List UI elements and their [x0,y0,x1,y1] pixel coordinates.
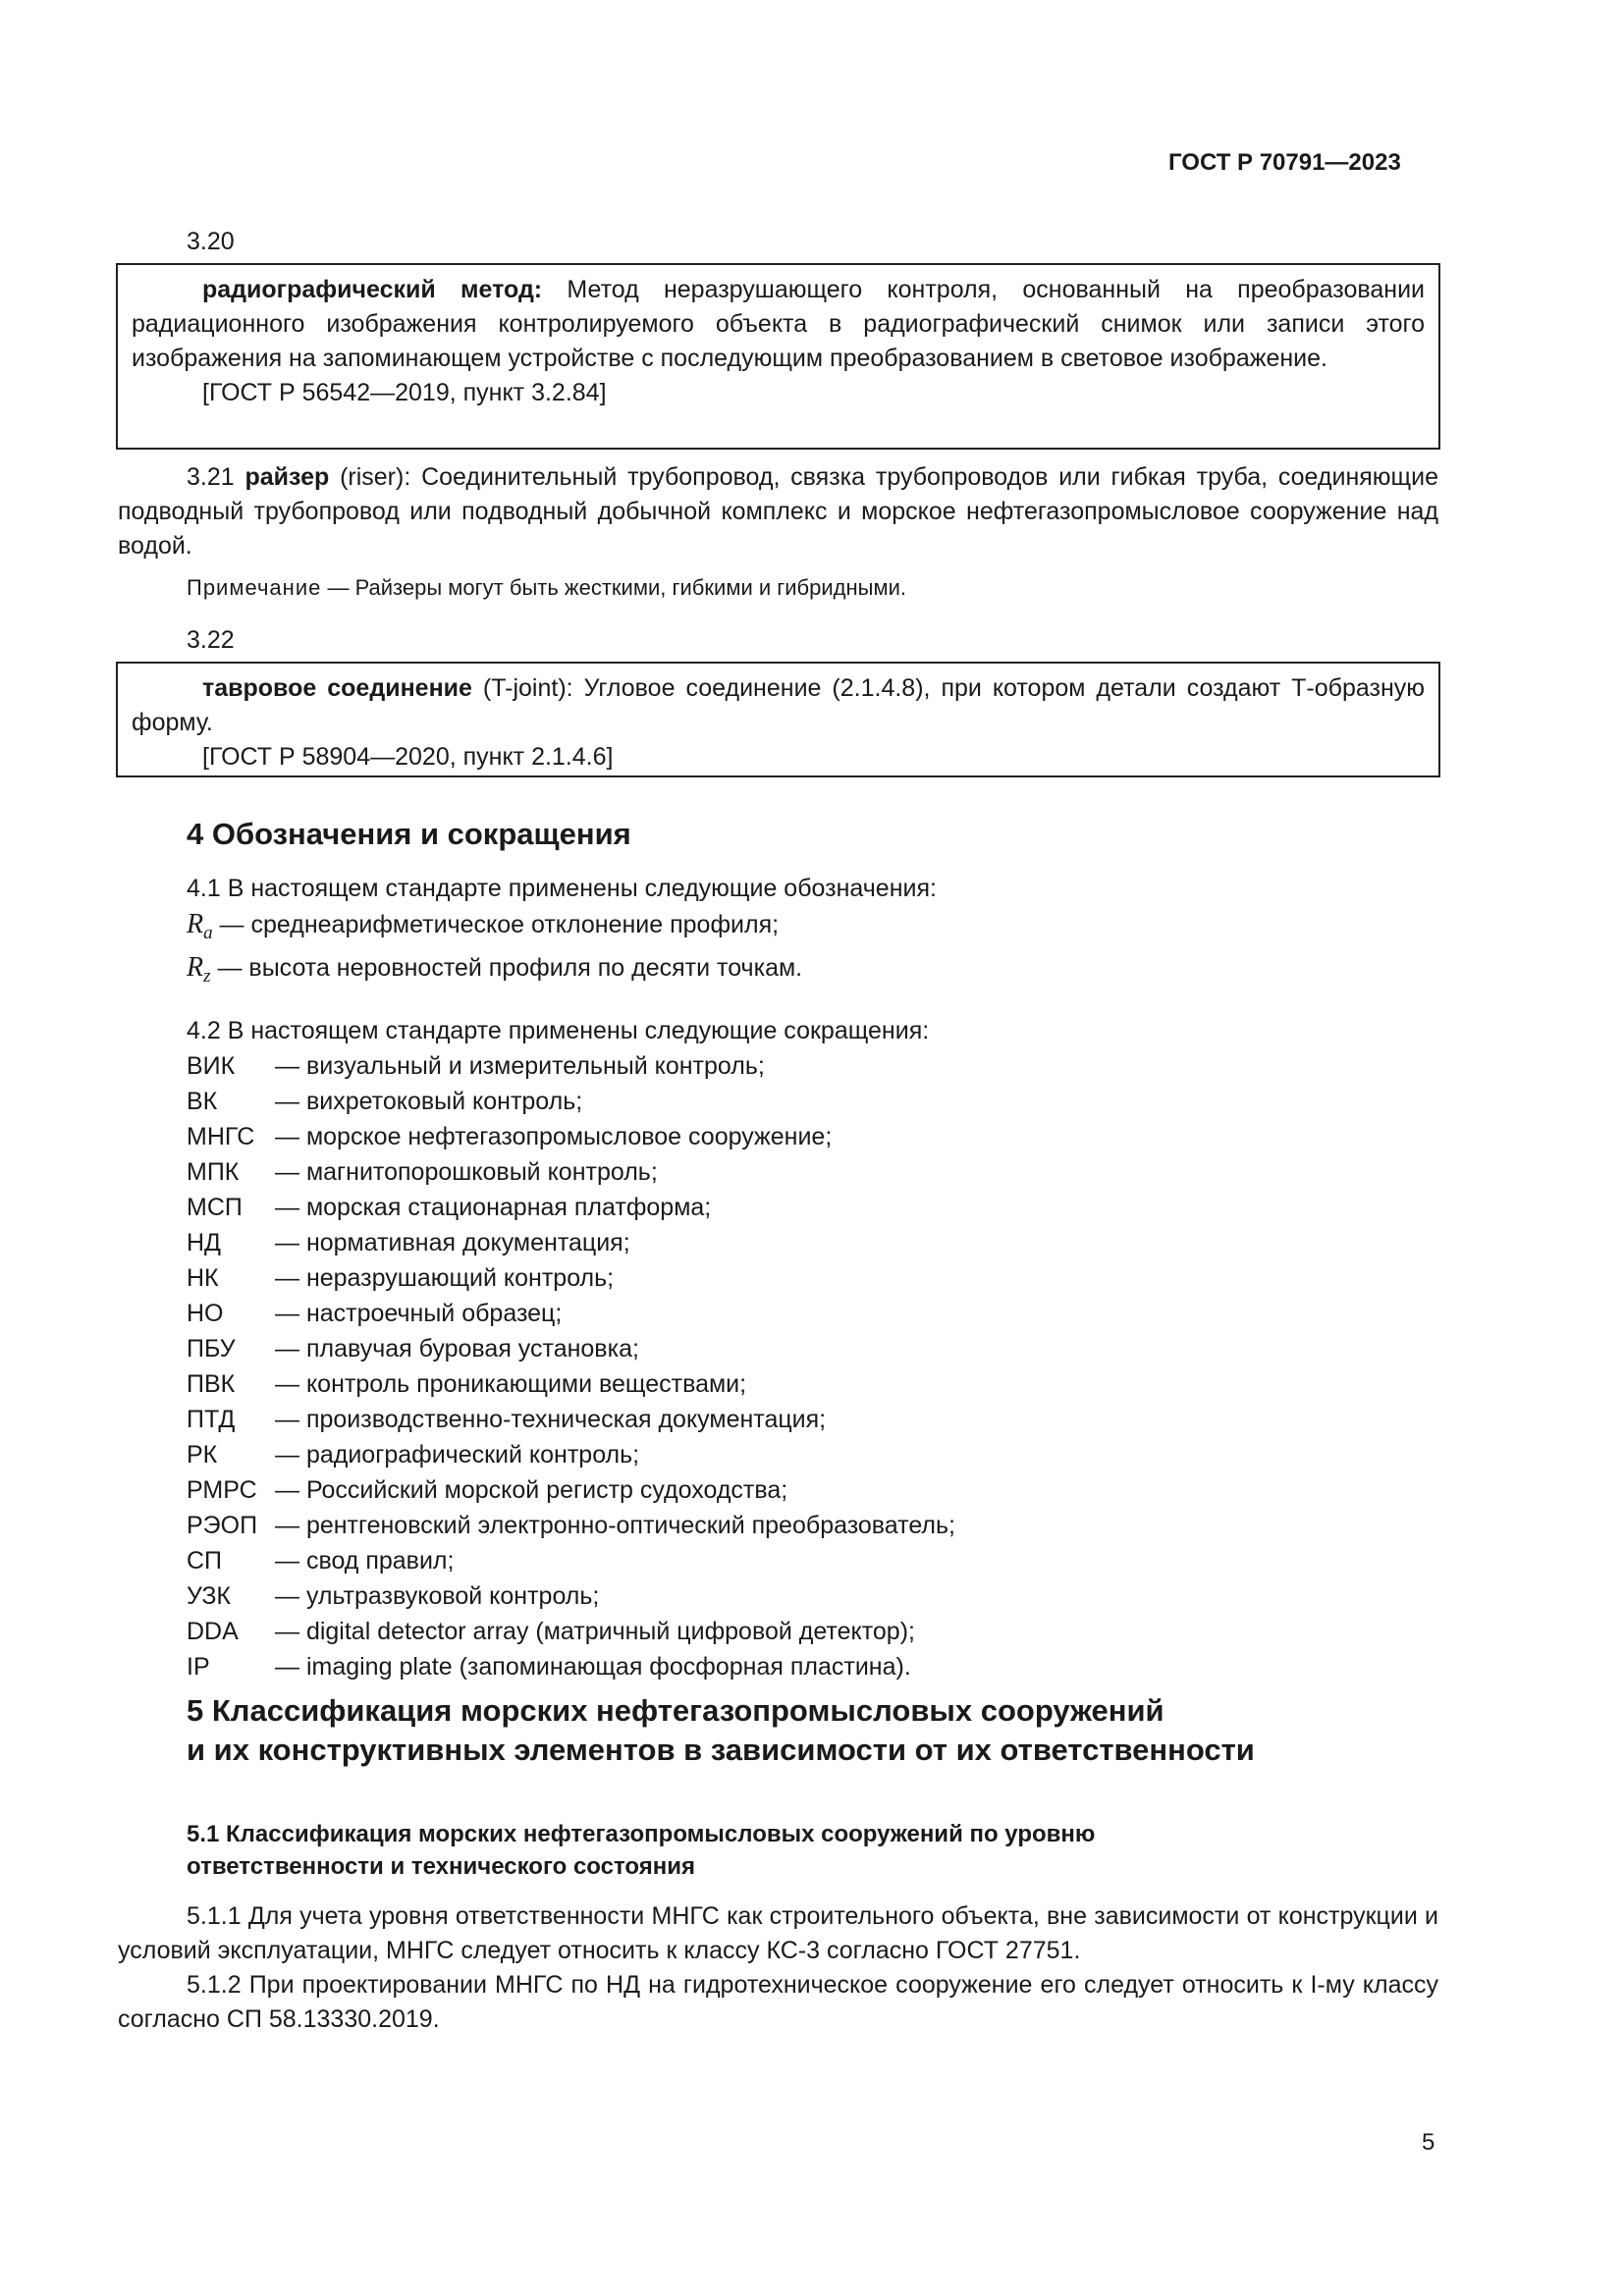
symbol-letter: R [187,908,204,939]
term-name: тавровое соединение [202,674,472,702]
list-item [187,1366,955,1402]
abbr: НК [187,1264,219,1292]
list-item [187,1331,955,1366]
term-3-21 [118,460,1438,563]
abbr-desc: — нормативная документация; [275,1229,630,1256]
list-item [187,1190,955,1225]
subsection-5-1-heading-line1: 5.1 Классификация морских нефтегазопромысловых сооружений по уровню [187,1821,1096,1847]
term-number-3-20: 3.20 [187,228,235,255]
symbols-intro: 4.1 В настоящем стандарте применены следующие обозначения: [187,875,937,902]
term-number-3-22: 3.22 [187,626,235,654]
page-number: 5 [1422,2129,1435,2156]
list-item [187,1048,955,1084]
term-name: радиографический метод: [202,276,543,303]
abbr-desc: — контроль проникающими веществами; [275,1370,747,1398]
abbr-desc: — неразрушающий контроль; [275,1264,615,1292]
standard-code: ГОСТ Р 70791—2023 [1168,149,1401,176]
section-5-heading-line2: и их конструктивных элементов в зависимости от их ответственности [187,1733,1255,1767]
term-definition-3-22 [132,671,1425,740]
list-item [187,1649,955,1684]
abbr: РМРС [187,1476,257,1504]
paragraph-5-1-1: 5.1.1 Для учета уровня ответственности МНГС как строительного объекта, вне зависимости от конструкции и условий эксплуатации, МНГС следует относить к классу КС-3 согласно ГОСТ 27751. [118,1902,1438,1964]
list-item [187,1154,955,1190]
abbr-desc: — плавучая буровая установка; [275,1335,639,1362]
paragraph-5-1-2: 5.1.2 При проектировании МНГС по НД на гидротехническое сооружение его следует относить к I-му классу согласно СП 58.13330.2019. [118,1971,1438,2033]
abbr: НО [187,1300,224,1327]
abbr: МСП [187,1194,243,1221]
abbr-desc: — вихретоковый контроль; [275,1088,583,1115]
abbr: УЗК [187,1582,231,1610]
term-number: 3.21 [187,463,245,491]
list-item [187,1614,955,1649]
term-definition-text: (riser): Соединительный трубопровод, связка трубопроводов или гибкая труба, соединяющие подводный трубопровод или подводный добычной комплекс и морское нефтегазопромысловое сооружение над водой. [118,463,1438,560]
list-item [187,1543,955,1578]
abbr: МПК [187,1158,240,1186]
abbr-desc: — морская стационарная платформа; [275,1194,712,1221]
term-box-3-20 [116,263,1440,450]
list-item [187,1119,955,1154]
list-item [187,1472,955,1508]
abbreviations-intro: 4.2 В настоящем стандарте применены следующие сокращения: [187,1017,930,1044]
list-item [187,1084,955,1119]
section-4-heading: 4 Обозначения и сокращения [187,817,631,851]
abbr: НД [187,1229,221,1256]
subsection-5-1-heading-line2: ответственности и технического состояния [187,1853,696,1880]
symbol-ra [187,907,937,951]
abbr: МНГС [187,1123,255,1150]
abbr: РЭОП [187,1512,258,1539]
abbr: DDA [187,1618,239,1645]
abbr-desc: — морское нефтегазопромысловое сооружение; [275,1123,833,1150]
symbol-rz [187,950,937,994]
abbr-desc: — визуальный и измерительный контроль; [275,1052,765,1080]
term-definition-3-20 [132,273,1425,376]
abbr: ВИК [187,1052,236,1080]
section-5-heading [187,1691,1255,1770]
note-3-21 [187,572,906,604]
term-name: райзер [244,463,330,491]
abbr-desc: — магнитопорошковый контроль; [275,1158,658,1186]
abbr-desc: — производственно-техническая документация; [275,1406,827,1433]
abbr-desc: — digital detector array (матричный цифровой детектор); [275,1618,915,1645]
abbr-desc: — рентгеновский электронно-оптический преобразователь; [275,1512,955,1539]
abbr: РК [187,1441,218,1468]
term-source: [ГОСТ Р 56542—2019, пункт 3.2.84] [202,379,607,406]
list-item [187,1260,955,1296]
section-5-heading-line1: 5 Классификация морских нефтегазопромысловых сооружений [187,1693,1164,1728]
note-text: — Райзеры могут быть жесткими, гибкими и гибридными. [321,575,907,600]
term-source: [ГОСТ Р 58904—2020, пункт 2.1.4.6] [202,743,614,771]
abbr-desc: — настроечный образец; [275,1300,563,1327]
term-box-3-22 [116,662,1440,777]
abbr: ВК [187,1088,218,1115]
abbreviations-list [187,1013,955,1684]
abbr-desc: — Российский морской регистр судоходства; [275,1476,788,1504]
abbr: ПВК [187,1370,236,1398]
symbol-letter: R [187,952,204,983]
abbr: СП [187,1547,223,1575]
abbr-desc: — imaging plate (запоминающая фосфорная пластина). [275,1653,911,1681]
note-label: Примечание [187,575,322,600]
list-item [187,1225,955,1260]
symbols-list [187,872,937,994]
symbol-desc: — высота неровностей профиля по десяти точкам. [210,954,803,982]
subsection-5-1-heading [187,1818,1095,1883]
list-item [187,1578,955,1614]
abbr-desc: — ультразвуковой контроль; [275,1582,600,1610]
list-item [187,1437,955,1472]
abbr: ПБУ [187,1335,236,1362]
term-definition-text: Метод неразрушающего контроля, основанный на преобразовании радиационного изображения контролируемого объекта в радиографический снимок или записи этого изображения на запоминающем устройстве с последующим преобразованием в световое изображение. [132,276,1425,372]
abbr: ПТД [187,1406,236,1433]
list-item [187,1402,955,1437]
abbr-desc: — радиографический контроль; [275,1441,640,1468]
list-item [187,1296,955,1331]
term-definition-text: (T-joint): Угловое соединение (2.1.4.8), при котором детали создают Т-образную форму. [132,674,1425,736]
symbol-subscript: a [203,922,213,943]
abbr: IP [187,1653,210,1681]
symbol-subscript: z [203,966,211,987]
list-item [187,1508,955,1543]
abbr-desc: — свод правил; [275,1547,455,1575]
symbol-desc: — среднеарифметическое отклонение профиля; [212,910,780,938]
